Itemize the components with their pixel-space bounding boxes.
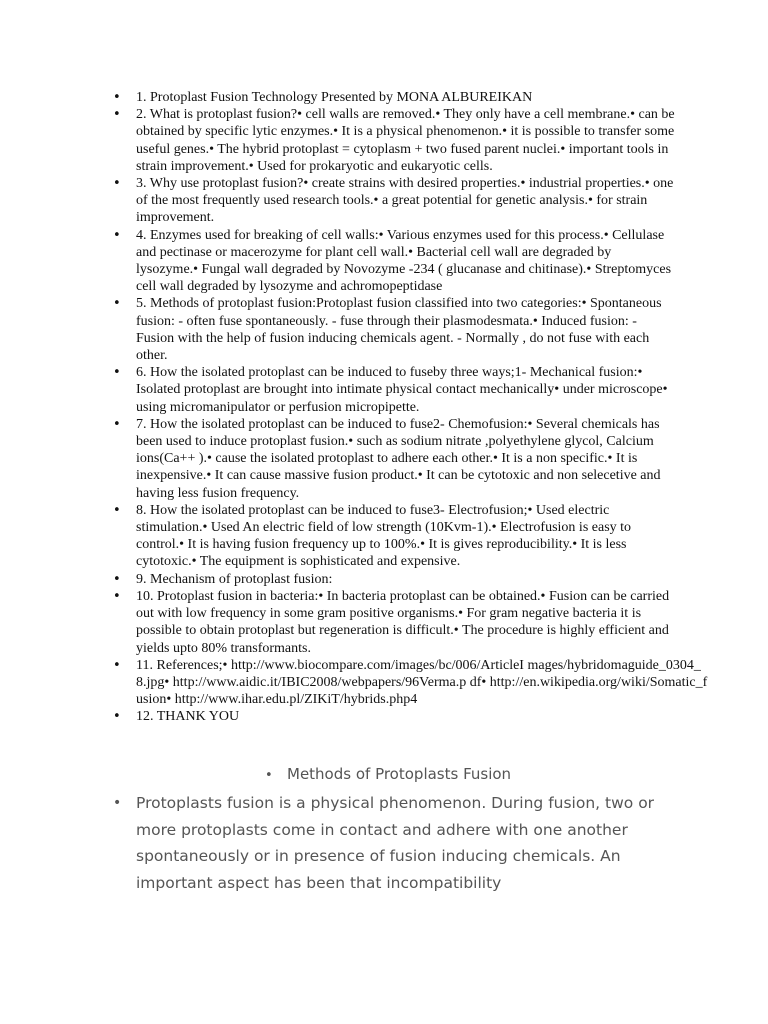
- list-item: • 7. How the isolated protoplast can be induced to fuse2- Chemofusion:• Several chemicals has been used to induce protoplast fusion.• such as sodium nitrate ,polyethylene glycol, Calcium ions(Ca++ ).• cause the isolated protoplast to adhere each other.• It is a non specific.• It is inexpensive.• It can cause massive fusion product.• It can be cytotoxic and non selecetive and having less fusion frequency.: [0, 416, 768, 502]
- list-item: • 3. Why use protoplast fusion?• create strains with desired properties.• industrial properties.• one of the most frequently used research tools.• a great potential for genetic analysis.• for strain improvement.: [0, 175, 768, 227]
- list-item: • 2. What is protoplast fusion?• cell walls are removed.• They only have a cell membrane.• can be obtained by specific lytic enzymes.• It is a physical phenomenon.• it is possible to transfer some useful genes.• The hybrid protoplast = cytoplasm + two fused parent nuclei.• important tools in strain improvement.• Used for prokaryotic and eukaryotic cells.: [0, 106, 768, 175]
- list-item: • 8. How the isolated protoplast can be induced to fuse3- Electrofusion;• Used electric stimulation.• Used An electric field of low strength (10Kvm-1).• Electrofusion is easy to control.• It is having fusion frequency up to 100%.• It is gives reproducibility.• It is less cytotoxic.• The equipment is sophisticated and expensive.: [0, 502, 768, 571]
- section-heading: [265, 765, 511, 783]
- bullet-icon: •: [265, 768, 273, 783]
- list-item: • 12. THANK YOU: [0, 708, 768, 725]
- list-item: • 5. Methods of protoplast fusion:Protoplast fusion classified into two categories:• Spontaneous fusion: - often fuse spontaneously. - fuse through their plasmodesmata.• Induced fusion: - Fusion with the help of fusion inducing chemicals agent. - Normally , do not fuse with each other.: [0, 295, 768, 364]
- list-item: • 1. Protoplast Fusion Technology Presented by MONA ALBUREIKAN: [0, 89, 768, 106]
- list-item: • 10. Protoplast fusion in bacteria:• In bacteria protoplast can be obtained.• Fusion can be carried out with low frequency in some gram positive organisms.• For gram negative bacteria it is possible to obtain protoplast but regeneration is difficult.• The procedure is highly efficient and yields upto 80% transformants.: [0, 588, 768, 657]
- references-item: • 11. References;• http://www.biocompare.com/images/bc/006/ArticleI mages/hybridomaguide_0304_8.jpg• http://www.aidic.it/IBIC2008/webpapers/96Verma.p df• http://en.wikipedia.org/wiki/Somatic_fusion• http://www.ihar.edu.pl/ZIKiT/hybrids.php4: [0, 657, 768, 709]
- list-item: • 4. Enzymes used for breaking of cell walls:• Various enzymes used for this process.• Cellulase and pectinase or macerozyme for plant cell wall.• Bacterial cell wall are degraded by lysozyme.• Fungal wall degraded by Novozyme -234 ( glucanase and chitinase).• Streptomyces cell wall degraded by lysozyme and achromopeptidase: [0, 227, 768, 296]
- bullet-icon: •: [113, 795, 122, 811]
- list-item: • 6. How the isolated protoplast can be induced to fuseby three ways;1- Mechanical fusion:• Isolated protoplast are brought into intimate physical contact mechanically• under microscope• using micromanipulator or perfusion micropipette.: [0, 364, 768, 416]
- slide-list: [0, 89, 768, 726]
- body-paragraph-text: Protoplasts fusion is a physical phenomenon. During fusion, two or more protoplasts come in contact and adhere with one another spontaneously or in presence of fusion inducing chemicals. An important aspect has been that incompatibility: [136, 794, 655, 892]
- list-item: • 9. Mechanism of protoplast fusion:: [0, 571, 768, 588]
- section-heading-text: Methods of Protoplasts Fusion: [287, 765, 512, 783]
- body-paragraph: [113, 790, 683, 896]
